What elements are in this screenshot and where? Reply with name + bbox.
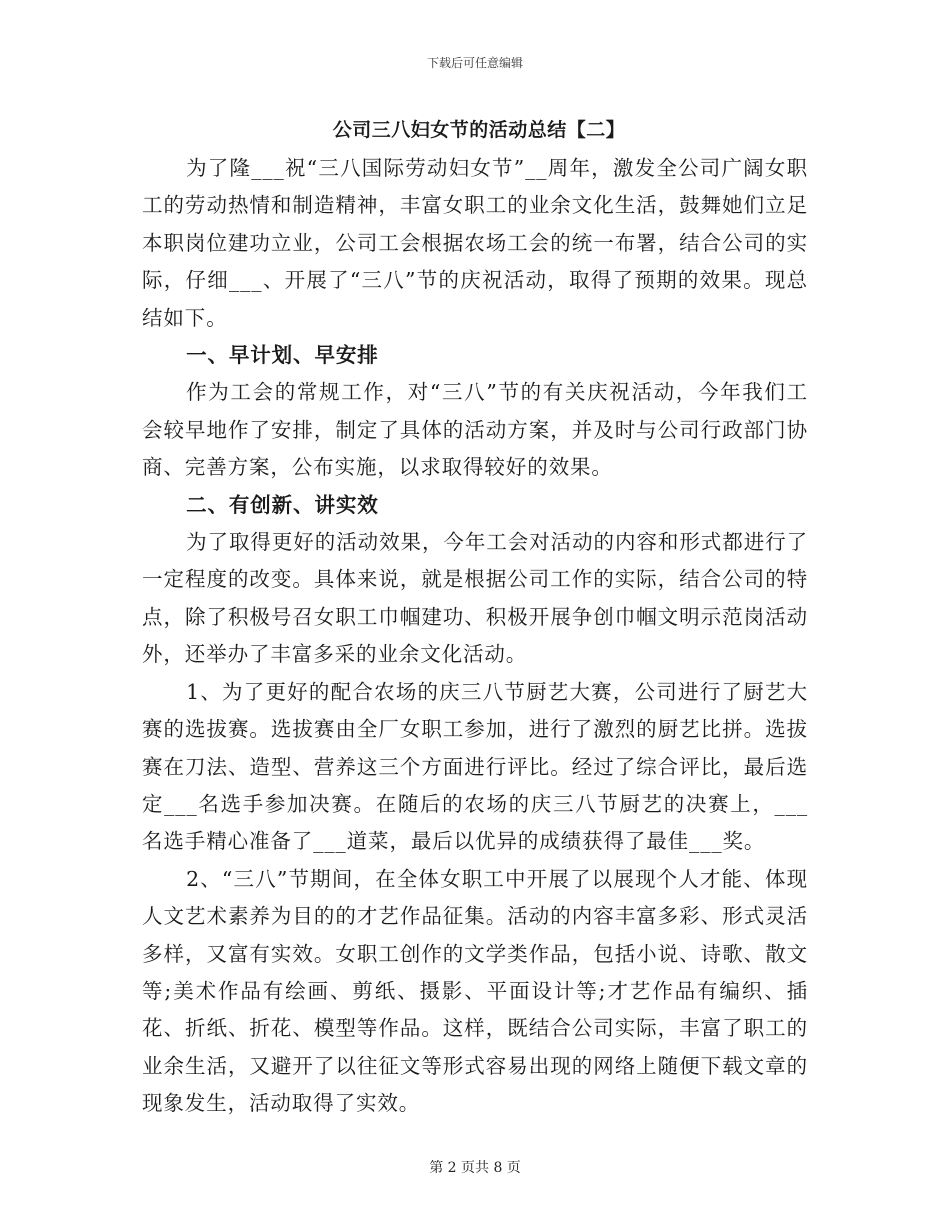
page-header: 下载后可任意编辑 [426, 56, 523, 70]
paragraph-section-2: 为了取得更好的活动效果，今年工会对活动的内容和形式都进行了一定程度的改变。具体来说，就是根据公司工作的实际，结合公司的特点，除了积极号召女职工巾帼建功、积极开展争创巾帼文明示范岗活动外，还举办了丰富多采的业余文化活动。 [142, 530, 808, 667]
document-body [142, 110, 808, 1123]
paragraph-item-2: 2、“三八”节期间，在全体女职工中开展了以展现个人才能、体现人文艺术素养为目的的才艺作品征集。活动的内容丰富多彩、形式灵活多样，又富有实效。女职工创作的文学类作品，包括小说、诗歌、散文等;美术作品有绘画、剪纸、摄影、平面设计等;才艺作品有编织、插花、折纸、折花、模型等作品。这样，既结合公司实际，丰富了职工的业余生活，又避开了以往征文等形式容易出现的网络上随便下载文章的现象发生，活动取得了实效。 [142, 866, 808, 1116]
section-heading-2: 二、有创新、讲实效 [186, 492, 379, 517]
page-number: 第 2 页共 8 页 [429, 1160, 521, 1176]
paragraph-section-1: 作为工会的常规工作，对“三八”节的有关庆祝活动，今年我们工会较早地作了安排，制定了具体的活动方案，并及时与公司行政部门协商、完善方案，公布实施，以求取得较好的效果。 [142, 380, 808, 480]
section-heading-1: 一、早计划、早安排 [186, 343, 379, 368]
paragraph-item-1: 1、为了更好的配合农场的庆三八节厨艺大赛，公司进行了厨艺大赛的选拔赛。选拔赛由全厂女职工参加，进行了激烈的厨艺比拼。选拔赛在刀法、造型、营养这三个方面进行评比。经过了综合评比，最后选定___名选手参加决赛。在随后的农场的庆三八节厨艺的决赛上，___名选手精心准备了___道菜，最后以优异的成绩获得了最佳___奖。 [142, 679, 808, 854]
paragraph-intro: 为了隆___祝“三八国际劳动妇女节”__周年，激发全公司广阔女职工的劳动热情和制造精神，丰富女职工的业余文化生活，鼓舞她们立足本职岗位建功立业，公司工会根据农场工会的统一布署，结合公司的实际，仔细___、开展了“三八”节的庆祝活动，取得了预期的效果。现总结如下。 [142, 156, 808, 330]
document-title: 公司三八妇女节的活动总结【二】 [332, 119, 626, 141]
